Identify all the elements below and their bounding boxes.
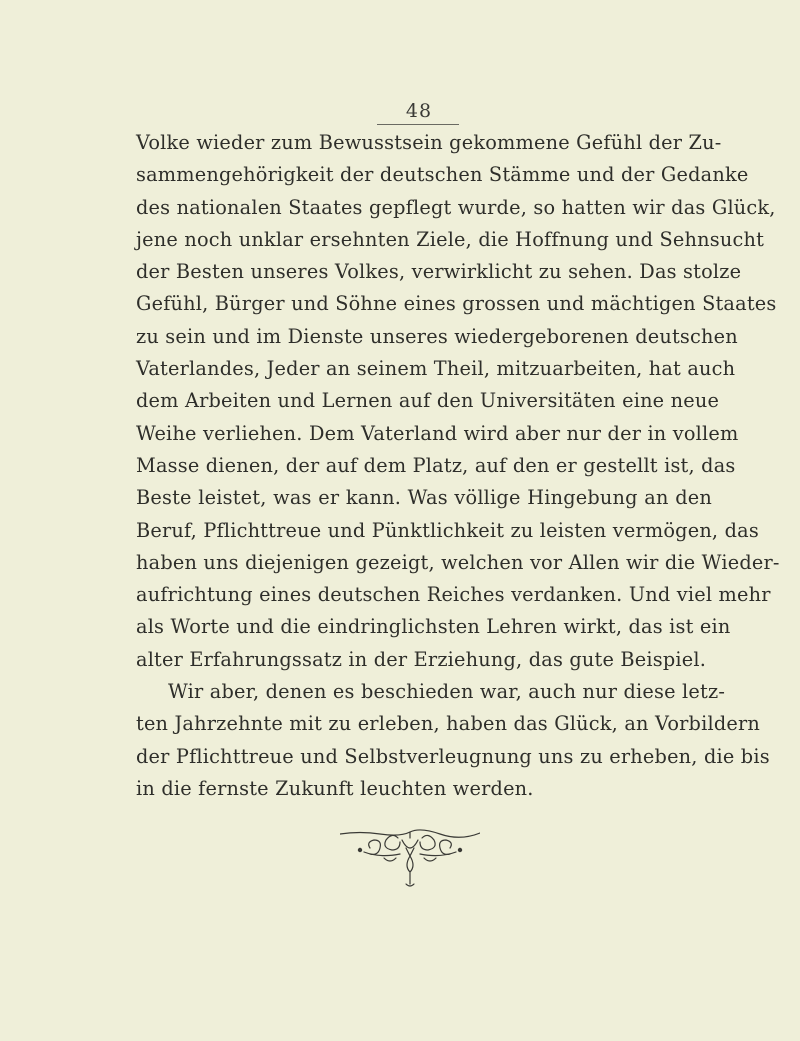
text-line: als Worte und die eindringlichsten Lehren wirkt, das ist ein [136,615,731,639]
text-line: dem Arbeiten und Lernen auf den Universitäten eine neue [136,389,720,413]
page-number: 48 [405,100,433,122]
text-line: der Pflichttreue und Selbstverleugnung uns zu erheben, die bis [136,744,770,768]
text-line: aufrichtung eines deutschen Reiches verdanken. Und viel mehr [136,583,771,607]
page-number-rule [377,124,459,125]
text-line: Masse dienen, der auf dem Platz, auf den er gestellt ist, das [136,453,736,477]
text-line: ten Jahrzehnte mit zu erleben, haben das Glück, an Vorbildern [136,712,761,736]
text-line: haben uns diejenigen gezeigt, welchen vor Allen wir die Wieder- [136,550,780,574]
text-line: Gefühl, Bürger und Söhne eines grossen und mächtigen Staates [136,292,777,316]
text-line: jene noch unklar ersehnten Ziele, die Hoffnung und Sehnsucht [136,227,765,251]
text-line: Weihe verliehen. Dem Vaterland wird aber nur der in vollem [136,421,739,445]
text-line: des nationalen Staates gepflegt wurde, so hatten wir das Glück, [136,195,776,219]
text-line: sammengehörigkeit der deutschen Stämme und der Gedanke [136,163,749,187]
text-line: Beruf, Pflichttreue und Pünktlichkeit zu leisten vermögen, das [136,518,759,542]
text-line: Volke wieder zum Bewusstsein gekommene Gefühl der Zu- [136,131,722,154]
text-line: Beste leistet, was er kann. Was völlige Hingebung an den [136,486,712,510]
paragraph-first-line: Wir aber, denen es beschieden war, auch nur diese letz- [168,680,726,704]
text-line: der Besten unseres Volkes, verwirklicht zu sehen. Das stolze [136,260,742,284]
ornamental-vignette-icon [340,826,480,890]
body-text [136,127,780,805]
text-line: alter Erfahrungssatz in der Erziehung, das gute Beispiel. [136,647,707,671]
text-line: zu sein und im Dienste unseres wiedergeborenen deutschen [136,324,738,348]
text-line: Vaterlandes, Jeder an seinem Theil, mitzuarbeiten, hat auch [136,357,736,381]
text-line: in die fernste Zukunft leuchten werden. [136,776,534,800]
